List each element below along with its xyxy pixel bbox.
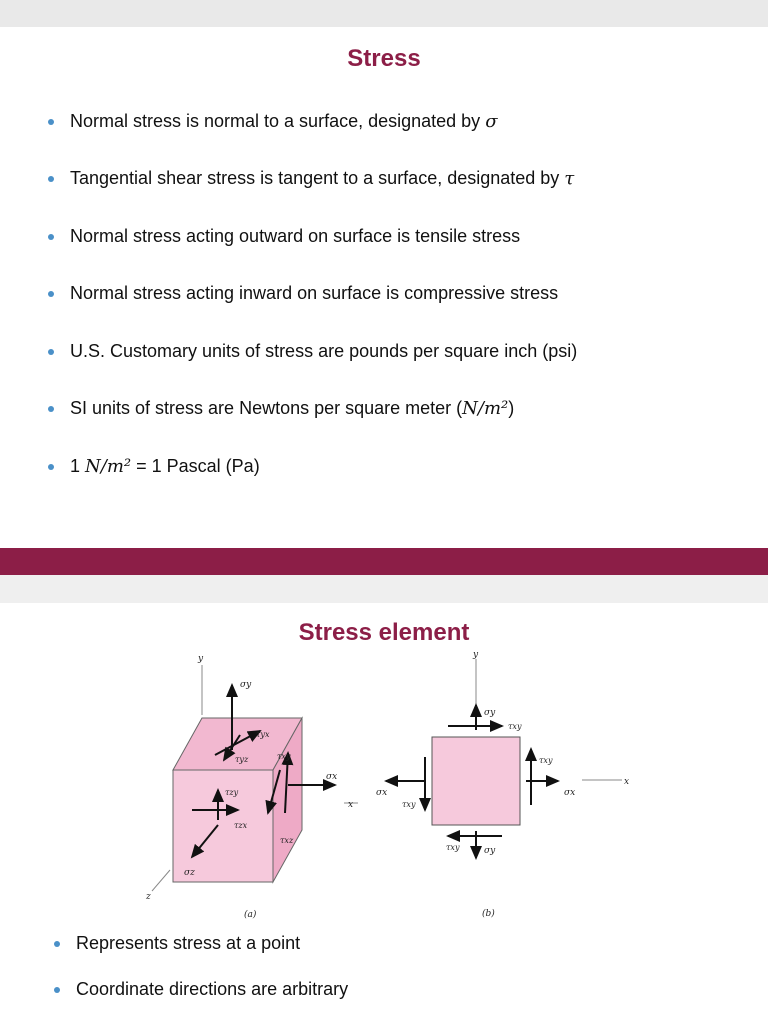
bullet-text: Tangential shear stress is tangent to a surface, designated by (70, 168, 565, 188)
math-units: N/m² (462, 398, 509, 419)
bullet-text: SI units of stress are Newtons per square meter ( (70, 398, 463, 418)
bullet-text: Normal stress acting inward on surface is compressive stress (70, 283, 559, 303)
bullet-icon (48, 291, 54, 297)
bullet-icon (48, 406, 54, 412)
stress-label: τxy (446, 843, 460, 852)
stress-label: σy (240, 680, 252, 690)
figure-caption-b: (b) (482, 909, 495, 919)
math-symbol: σ (485, 111, 498, 132)
bullet-icon (48, 234, 54, 240)
math-symbol: τ (564, 168, 575, 189)
bullet-icon (48, 349, 54, 355)
stress-label: τxz (280, 836, 294, 845)
bullet-icon (48, 176, 54, 182)
bullet-text-prefix: 1 (70, 456, 86, 476)
bullet-text: U.S. Customary units of stress are pounds per square inch (psi) (70, 341, 578, 361)
stress-label: τyz (235, 755, 249, 764)
math-units: N/m² (85, 456, 132, 477)
axis-label: y (198, 654, 204, 664)
slide-gap (0, 575, 768, 603)
stress-label: σy (484, 708, 496, 718)
z-axis (152, 870, 170, 891)
stress-square (432, 737, 520, 825)
stress-label: σx (326, 772, 338, 782)
axis-label: x (624, 777, 630, 787)
cube-front-face (173, 770, 273, 882)
stress-label: τxy (277, 752, 291, 761)
axis-label: z (146, 892, 151, 902)
bullet-text: Coordinate directions are arbitrary (76, 979, 349, 999)
slide-title: Stress element (298, 619, 470, 646)
figure-caption-a: (a) (244, 910, 257, 920)
slide-stress (0, 27, 768, 548)
stress-cube-diagram (145, 654, 358, 920)
stress-label: τzx (234, 821, 248, 830)
bullet-text: Normal stress acting outward on surface is tensile stress (70, 226, 521, 246)
bullet-text-suffix: ) (508, 398, 515, 418)
bullet-icon (48, 464, 54, 470)
stress-label: τxy (508, 722, 522, 731)
slide-title: Stress (347, 45, 421, 72)
stress-label: τxy (402, 800, 416, 809)
bullet-text: = 1 Pascal (Pa) (131, 456, 260, 476)
axis-label: x (348, 800, 354, 810)
stress-label: σz (184, 868, 195, 878)
axis-label: y (473, 650, 479, 660)
stress-label: τzy (225, 788, 239, 797)
slide-separator-band (0, 548, 768, 575)
stress-label: τxy (539, 756, 553, 765)
bullet-text: Normal stress is normal to a surface, designated by (70, 111, 486, 131)
bullet-text: Represents stress at a point (76, 933, 301, 953)
stress-label: τyx (256, 730, 270, 739)
bullet-icon (54, 987, 60, 993)
stress-label: σx (376, 788, 388, 798)
stress-label: σx (564, 788, 576, 798)
stress-square-diagram (376, 650, 629, 919)
stress-element-figure (140, 645, 660, 925)
stress-label: σy (484, 846, 496, 856)
bullet-icon (48, 119, 54, 125)
bullet-icon (54, 941, 60, 947)
